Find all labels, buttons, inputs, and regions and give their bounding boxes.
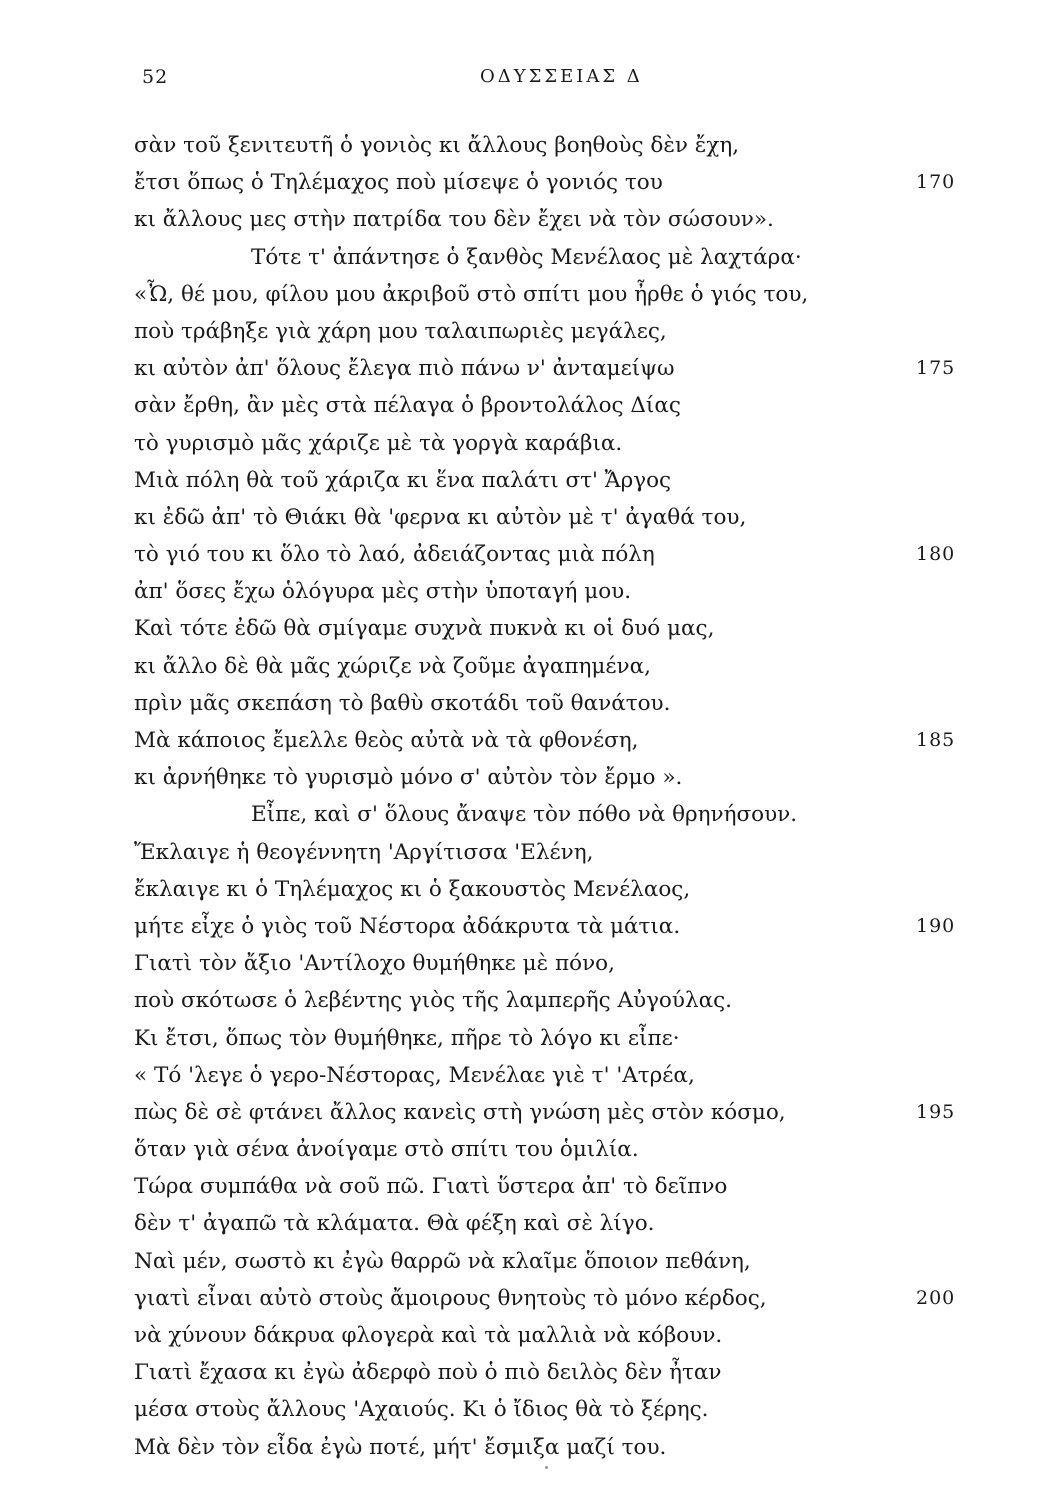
- verse-line: [134, 499, 974, 536]
- verse-line: [134, 722, 974, 759]
- verse-line: [134, 1094, 974, 1131]
- verse-line: [134, 239, 974, 276]
- verse-line: [134, 1317, 974, 1354]
- verse-line: [134, 164, 974, 201]
- verse-text: Κι ἔτσι, ὅπως τὸν θυμήθηκε, πῆρε τὸ λόγο κι εἶπε·: [134, 1025, 680, 1051]
- verse-text: τὸ γυρισμὸ μᾶς χάριζε μὲ τὰ γοργὰ καράβια.: [134, 430, 623, 456]
- verse-text: Εἶπε, καὶ σ' ὅλους ἄναψε τὸν πόθο νὰ θρηνήσουν.: [251, 802, 798, 828]
- verse-text: Ἔκλαιγε ἡ θεογέννητη 'Αργίτισσα 'Ελένη,: [134, 839, 594, 865]
- verse-line: [134, 796, 974, 833]
- verse-text: Καὶ τότε ἐδῶ θὰ σμίγαμε συχνὰ πυκνὰ κι οἱ δυό μας,: [134, 616, 715, 642]
- line-number: 175: [916, 357, 956, 380]
- line-number: 180: [916, 543, 956, 566]
- verse-line: [134, 1429, 974, 1466]
- verse-block: [134, 127, 974, 1466]
- verse-text: Γιατὶ ἔχασα κι ἐγὼ ἀδερφὸ ποὺ ὁ πιὸ δειλὸς δὲν ἦταν: [134, 1360, 722, 1386]
- running-head: [0, 66, 1062, 96]
- verse-line: [134, 1205, 974, 1242]
- verse-text: νὰ χύνουν δάκρυα φλογερὰ καὶ τὰ μαλλιὰ νὰ κόβουν.: [134, 1323, 723, 1348]
- verse-text: Γιατὶ τὸν ἄξιο 'Αντίλοχο θυμήθηκε μὲ πόνο,: [134, 951, 615, 977]
- verse-text: Μιὰ πόλη θὰ τοῦ χάριζα κι ἕνα παλάτι στ' Ἄργος: [134, 467, 672, 493]
- verse-line: [134, 610, 974, 647]
- verse-line: [134, 1131, 974, 1168]
- verse-line: [134, 127, 974, 164]
- verse-text: κι ἐδῶ ἀπ' τὸ Θιάκι θὰ 'φερνα κι αὐτὸν μὲ τ' ἀγαθά του,: [134, 504, 747, 530]
- verse-text: πὼς δὲ σὲ φτάνει ἄλλος κανεὶς στὴ γνώση μὲς στὸν κόσμο,: [134, 1099, 786, 1125]
- verse-line: [134, 313, 974, 350]
- line-number: 195: [916, 1100, 956, 1123]
- verse-line: [134, 536, 974, 573]
- verse-text: Τώρα συμπάθα νὰ σοῦ πῶ. Γιατὶ ὕστερα ἀπ' τὸ δεῖπνο: [134, 1174, 728, 1200]
- print-speck: [545, 1466, 548, 1469]
- verse-text: « Τό 'λεγε ὁ γερο-Νέστορας, Μενέλαε γιὲ τ' 'Ατρέα,: [134, 1062, 695, 1088]
- verse-line: [134, 834, 974, 871]
- verse-text: ποὺ σκότωσε ὁ λεβέντης γιὸς τῆς λαμπερῆς Αὐγούλας.: [134, 988, 732, 1014]
- book-title: ΟΔΥΣΣΕΙΑΣ Δ: [480, 66, 643, 87]
- verse-text: τὸ γιό του κι ὅλο τὸ λαό, ἀδειάζοντας μιὰ πόλη: [134, 542, 655, 568]
- verse-line: [134, 1354, 974, 1391]
- verse-line: [134, 425, 974, 462]
- verse-line: [134, 350, 974, 387]
- verse-line: [134, 759, 974, 796]
- verse-line: [134, 648, 974, 685]
- verse-line: [134, 387, 974, 424]
- line-number: 170: [916, 171, 956, 194]
- verse-line: [134, 1280, 974, 1317]
- line-number: 200: [916, 1286, 956, 1309]
- verse-line: [134, 201, 974, 238]
- verse-text: κι ἄλλους μες στὴν πατρίδα του δὲν ἔχει νὰ τὸν σώσουν».: [134, 207, 774, 233]
- verse-line: [134, 1020, 974, 1057]
- verse-text: «Ὦ, θέ μου, φίλου μου ἀκριβοῦ στὸ σπίτι μου ἦρθε ὁ γιός του,: [134, 281, 809, 307]
- line-number: 185: [916, 729, 956, 751]
- verse-line: [134, 1243, 974, 1280]
- verse-text: δὲν τ' ἀγαπῶ τὰ κλάματα. Θὰ φέξη καὶ σὲ λίγο.: [134, 1211, 655, 1237]
- verse-text: Μὰ κάποιος ἔμελλε θεὸς αὐτὰ νὰ τὰ φθονέση,: [134, 728, 639, 753]
- verse-text: γιατὶ εἶναι αὐτὸ στοὺς ἄμοιρους θνητοὺς τὸ μόνο κέρδος,: [134, 1285, 767, 1311]
- verse-line: [134, 1391, 974, 1428]
- verse-text: κι ἄλλο δὲ θὰ μᾶς χώριζε νὰ ζοῦμε ἀγαπημένα,: [134, 653, 651, 679]
- verse-text: Μὰ δὲν τὸν εἶδα ἐγὼ ποτέ, μήτ' ἔσμιξα μαζί του.: [134, 1434, 667, 1460]
- verse-line: [134, 908, 974, 945]
- verse-line: [134, 276, 974, 313]
- verse-line: [134, 1057, 974, 1094]
- verse-line: [134, 685, 974, 722]
- verse-line: [134, 945, 974, 982]
- verse-text: Τότε τ' ἀπάντησε ὁ ξανθὸς Μενέλαος μὲ λαχτάρα·: [251, 244, 802, 270]
- verse-text: ὅταν γιὰ σένα ἀνοίγαμε στὸ σπίτι του ὁμιλία.: [134, 1137, 639, 1163]
- verse-text: μήτε εἶχε ὁ γιὸς τοῦ Νέστορα ἀδάκρυτα τὰ μάτια.: [134, 913, 681, 939]
- verse-text: ἔκλαιγε κι ὁ Τηλέμαχος κι ὁ ξακουστὸς Μενέλαος,: [134, 876, 691, 902]
- verse-line: [134, 1168, 974, 1205]
- verse-line: [134, 462, 974, 499]
- verse-line: [134, 573, 974, 610]
- verse-text: σὰν τοῦ ξενιτευτῆ ὁ γονιὸς κι ἄλλους βοηθοὺς δὲν ἔχη,: [134, 133, 740, 158]
- verse-text: κι ἀρνήθηκε τὸ γυρισμὸ μόνο σ' αὐτὸν τὸν ἔρμο ».: [134, 765, 683, 791]
- page-number: 52: [142, 66, 169, 88]
- verse-text: ἔτσι ὅπως ὁ Τηλέμαχος ποὺ μίσεψε ὁ γονιός του: [134, 170, 663, 196]
- verse-text: ποὺ τράβηξε γιὰ χάρη μου ταλαιπωριὲς μεγάλες,: [134, 318, 667, 344]
- verse-text: μέσα στοὺς ἄλλους 'Αχαιούς. Κι ὁ ἴδιος θὰ τὸ ξέρης.: [134, 1397, 709, 1423]
- line-number: 190: [916, 914, 956, 937]
- verse-line: [134, 982, 974, 1019]
- verse-line: [134, 871, 974, 908]
- verse-text: σὰν ἔρθη, ἂν μὲς στὰ πέλαγα ὁ βροντολάλος Δίας: [134, 393, 681, 419]
- verse-text: κι αὐτὸν ἀπ' ὅλους ἔλεγα πιὸ πάνω ν' ἀνταμείψω: [134, 356, 675, 382]
- verse-text: πρὶν μᾶς σκεπάση τὸ βαθὺ σκοτάδι τοῦ θανάτου.: [134, 690, 671, 716]
- verse-text: Ναὶ μέν, σωστὸ κι ἐγὼ θαρρῶ νὰ κλαῖμε ὅποιον πεθάνη,: [134, 1248, 751, 1274]
- verse-text: ἀπ' ὅσες ἔχω ὁλόγυρα μὲς στὴν ὑποταγή μου.: [134, 579, 632, 605]
